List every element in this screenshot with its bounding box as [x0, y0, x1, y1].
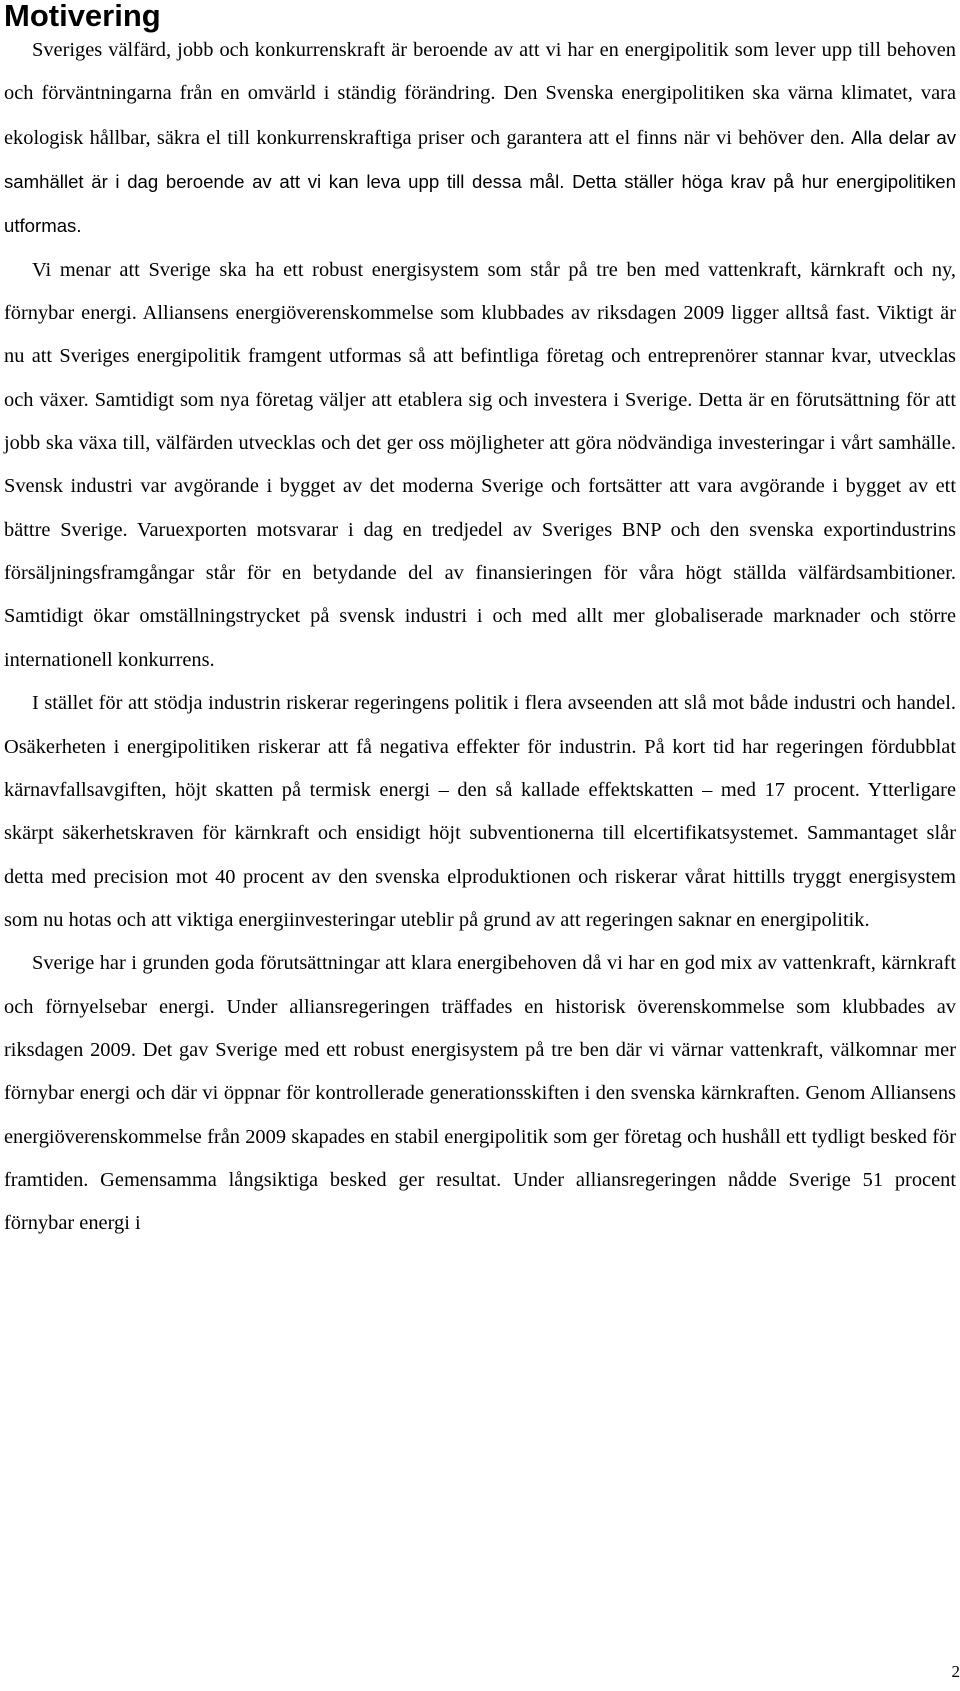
- paragraph-government-policy: [4, 682, 956, 942]
- paragraph-energy-system: [4, 249, 956, 682]
- paragraph-government-policy-text: I stället för att stödja industrin riskerar regeringens politik i flera avseenden att slå mot både industri och handel. Osäkerheten i energipolitiken riskerar att få negativa effekter för industrin. På kort tid har regeringen fördubblat kärnavfallsavgiften, höjt skatten på termisk energi – den så kallade effektskatten – med 17 procent. Ytterligare skärpt säkerhetskraven för kärnkraft och ensidigt höjt subventionerna till elcertifikatsystemet. Sammantaget slår detta med precision mot 40 procent av den svenska elproduktionen och riskerar vårat hittills tryggt energisystem som nu hotas och att viktiga energiinvesteringar uteblir på grund av att regeringen saknar en energipolitik.: [4, 692, 956, 931]
- paragraph-intro-sans-text: Alla delar av samhället är i dag beroende av att vi kan leva upp till dessa mål. Detta ställer höga krav på hur energipolitiken utformas.: [4, 126, 956, 237]
- paragraph-conditions: [4, 942, 956, 1245]
- paragraph-intro: [4, 29, 956, 249]
- section-heading: Motivering: [4, 0, 161, 33]
- page-number: 2: [951, 1662, 960, 1681]
- paragraph-intro-text: Sveriges välfärd, jobb och konkurrenskraft är beroende av att vi har en energipolitik som lever upp till behoven och förväntningarna från en omvärld i ständig förändring. Den Svenska energipolitiken ska värna klimatet, vara ekologisk hållbar, säkra el till konkurrenskraftiga priser och garantera att el finns när vi behöver den.: [4, 39, 956, 149]
- paragraph-energy-system-text: Vi menar att Sverige ska ha ett robust energisystem som står på tre ben med vattenkraft, kärnkraft och ny, förnybar energi. Alliansens energiöverenskommelse som klubbades av riksdagen 2009 ligger alltså fast. Viktigt är nu att Sveriges energipolitik framgent utformas så att befintliga företag och entreprenörer stannar kvar, utvecklas och växer. Samtidigt som nya företag väljer att etablera sig och investera i Sverige. Detta är en förutsättning för att jobb ska växa till, välfärden utvecklas och det ger oss möjligheter att göra nödvändiga investeringar i vårt samhälle. Svensk industri var avgörande i bygget av det moderna Sverige och fortsätter att vara avgörande i bygget av ett bättre Sverige. Varuexporten motsvarar i dag en tredjedel av Sveriges BNP och den svenska exportindustrins försäljningsframgångar står för en betydande del av finansieringen för våra högt ställda välfärdsambitioner. Samtidigt ökar omställningstrycket på svensk industri i och med allt mer globaliserade marknader och större internationell konkurrens.: [4, 258, 956, 671]
- paragraph-conditions-text: Sverige har i grunden goda förutsättningar att klara energibehoven då vi har en god mix av vattenkraft, kärnkraft och förnyelsebar energi. Under alliansregeringen träffades en historisk överenskommelse som klubbades av riksdagen 2009. Det gav Sverige med ett robust energisystem på tre ben där vi värnar vattenkraft, välkomnar mer förnybar energi och där vi öppnar för kontrollerade generationsskiften i den svenska kärnkraften. Genom Alliansens energiöverenskommelse från 2009 skapades en stabil energipolitik som ger företag och hushåll ett tydligt besked för framtiden. Gemensamma långsiktiga besked ger resultat. Under alliansregeringen nådde Sverige 51 procent förnybar energi i: [4, 952, 956, 1235]
